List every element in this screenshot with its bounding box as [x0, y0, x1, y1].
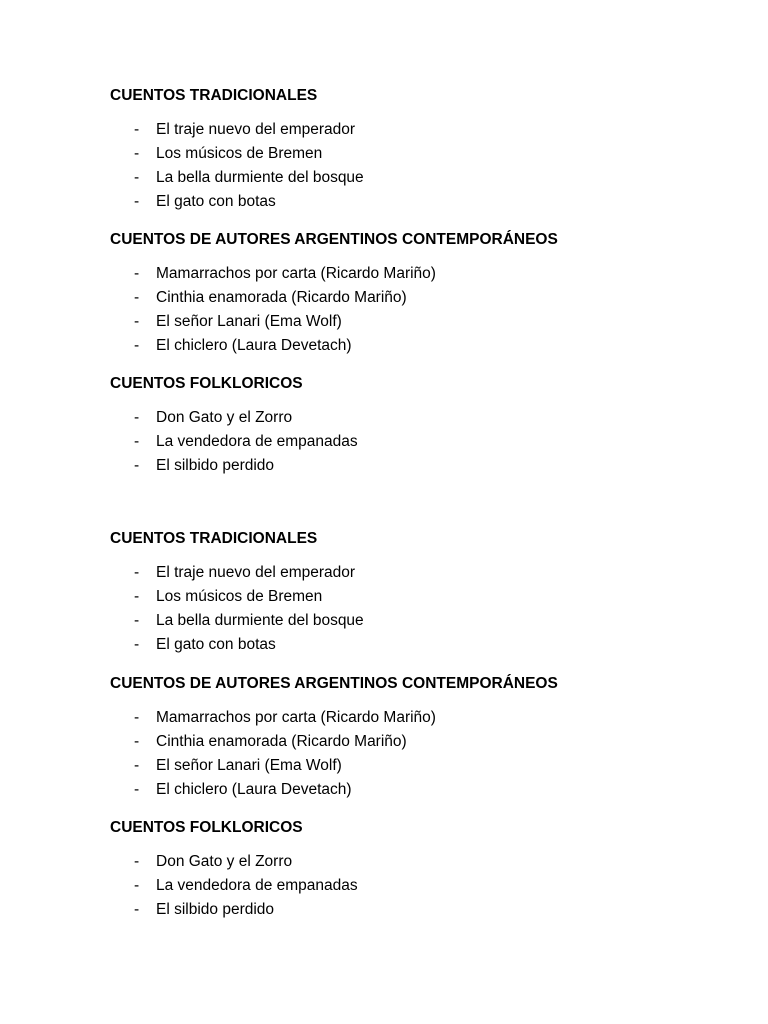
list-item-text: Los músicos de Bremen	[156, 588, 323, 605]
list-item	[110, 262, 730, 286]
section-heading: CUENTOS DE AUTORES ARGENTINOS CONTEMPORÁNEOS	[110, 231, 558, 248]
list-item	[110, 754, 730, 778]
list-item-text: Don Gato y el Zorro	[156, 409, 293, 426]
list-item	[110, 706, 730, 730]
section-heading: CUENTOS TRADICIONALES	[110, 87, 318, 104]
bullet-dash: -	[134, 457, 140, 474]
section-folkloricos	[110, 818, 730, 922]
list-item	[110, 730, 730, 754]
list-item-text: El chiclero (Laura Devetach)	[156, 781, 352, 798]
bullet-dash: -	[134, 733, 140, 750]
story-list	[110, 406, 730, 478]
list-item	[110, 334, 730, 358]
story-list	[110, 850, 730, 922]
section-heading: CUENTOS FOLKLORICOS	[110, 375, 303, 392]
list-item	[110, 190, 730, 214]
list-item-text: La vendedora de empanadas	[156, 433, 358, 450]
section-autores-argentinos	[110, 674, 730, 802]
bullet-dash: -	[134, 121, 140, 138]
list-item-text: Mamarrachos por carta (Ricardo Mariño)	[156, 265, 436, 282]
list-item-text: El chiclero (Laura Devetach)	[156, 337, 352, 354]
list-item	[110, 561, 730, 585]
list-item-text: El gato con botas	[156, 193, 276, 210]
list-item	[110, 166, 730, 190]
bullet-dash: -	[134, 265, 140, 282]
list-item-text: Cinthia enamorada (Ricardo Mariño)	[156, 733, 407, 750]
bullet-dash: -	[134, 169, 140, 186]
list-item	[110, 898, 730, 922]
list-item	[110, 633, 730, 657]
list-item-text: La bella durmiente del bosque	[156, 612, 364, 629]
list-item-text: Los músicos de Bremen	[156, 145, 323, 162]
list-item	[110, 142, 730, 166]
list-item	[110, 430, 730, 454]
bullet-dash: -	[134, 337, 140, 354]
bullet-dash: -	[134, 193, 140, 210]
list-item	[110, 585, 730, 609]
bullet-dash: -	[134, 612, 140, 629]
section-heading: CUENTOS DE AUTORES ARGENTINOS CONTEMPORÁNEOS	[110, 675, 558, 692]
list-item-text: El silbido perdido	[156, 457, 275, 474]
bullet-dash: -	[134, 313, 140, 330]
bullet-dash: -	[134, 636, 140, 653]
section-heading: CUENTOS TRADICIONALES	[110, 530, 318, 547]
list-item-text: El señor Lanari (Ema Wolf)	[156, 313, 342, 330]
list-item-text: La bella durmiente del bosque	[156, 169, 364, 186]
bullet-dash: -	[134, 289, 140, 306]
bullet-dash: -	[134, 588, 140, 605]
list-item-text: Mamarrachos por carta (Ricardo Mariño)	[156, 709, 436, 726]
bullet-dash: -	[134, 757, 140, 774]
bullet-dash: -	[134, 145, 140, 162]
list-item	[110, 454, 730, 478]
bullet-dash: -	[134, 433, 140, 450]
list-item-text: Cinthia enamorada (Ricardo Mariño)	[156, 289, 407, 306]
list-item	[110, 778, 730, 802]
bullet-dash: -	[134, 564, 140, 581]
list-item	[110, 874, 730, 898]
section-autores-argentinos	[110, 230, 730, 358]
list-item	[110, 850, 730, 874]
list-item	[110, 609, 730, 633]
list-item-text: Don Gato y el Zorro	[156, 853, 293, 870]
bullet-dash: -	[134, 409, 140, 426]
section-heading: CUENTOS FOLKLORICOS	[110, 819, 303, 836]
list-item	[110, 286, 730, 310]
story-list	[110, 561, 730, 657]
section-folkloricos	[110, 374, 730, 478]
list-item-text: El gato con botas	[156, 636, 276, 653]
bullet-dash: -	[134, 877, 140, 894]
list-item-text: El silbido perdido	[156, 901, 275, 918]
section-tradicionales	[110, 529, 730, 657]
bullet-dash: -	[134, 781, 140, 798]
story-list	[110, 706, 730, 802]
bullet-dash: -	[134, 709, 140, 726]
list-item-text: El traje nuevo del emperador	[156, 121, 356, 138]
bullet-dash: -	[134, 901, 140, 918]
list-item	[110, 310, 730, 334]
story-list	[110, 262, 730, 358]
section-tradicionales	[110, 86, 730, 214]
list-item	[110, 118, 730, 142]
list-item-text: El señor Lanari (Ema Wolf)	[156, 757, 342, 774]
list-item-text: La vendedora de empanadas	[156, 877, 358, 894]
list-item	[110, 406, 730, 430]
bullet-dash: -	[134, 853, 140, 870]
list-item-text: El traje nuevo del emperador	[156, 564, 356, 581]
story-list	[110, 118, 730, 214]
